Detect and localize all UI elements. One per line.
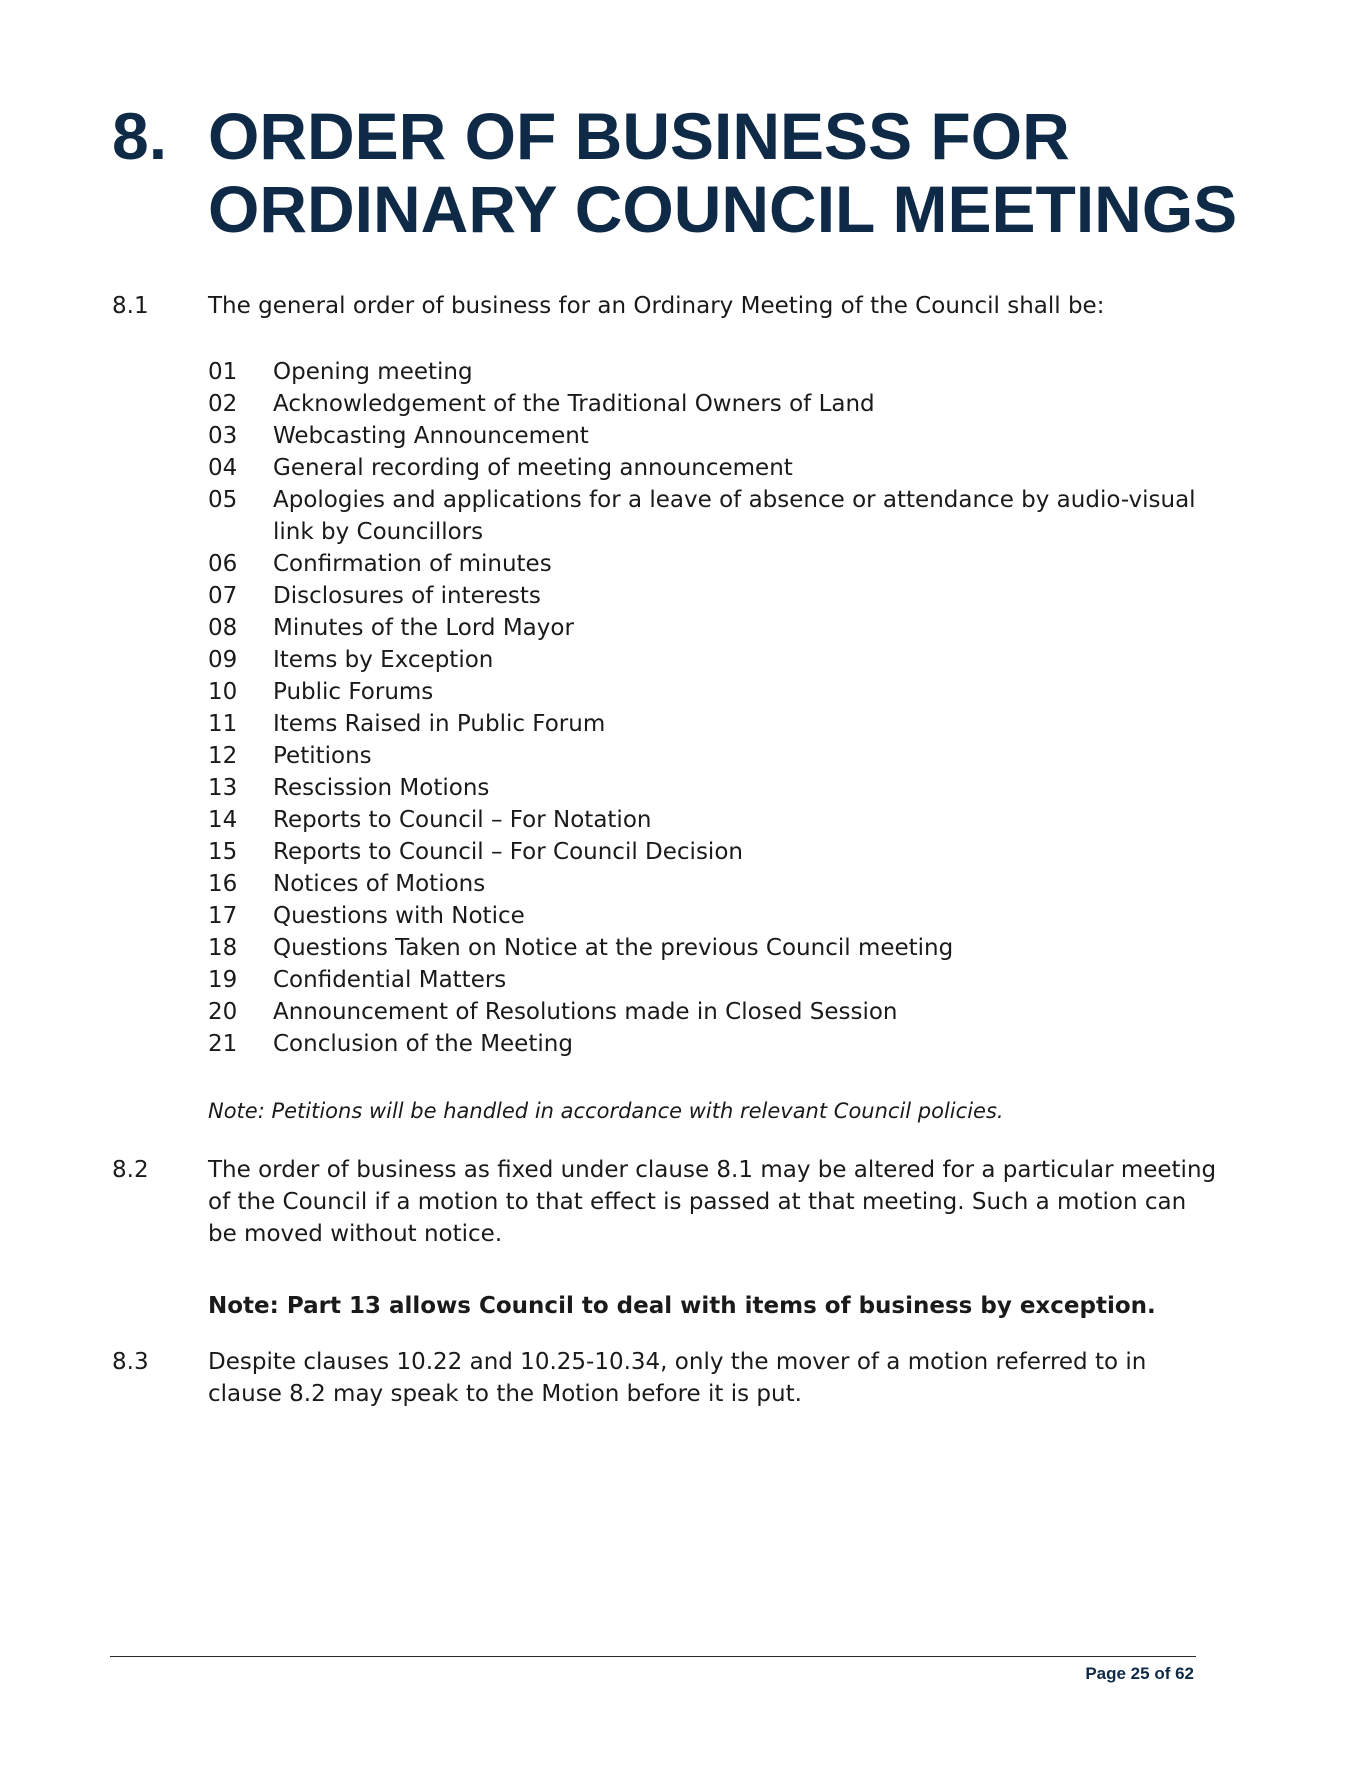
list-item [208, 708, 1218, 740]
list-item [208, 772, 1218, 804]
list-item [208, 932, 1218, 964]
list-item-text: Rescission Motions [273, 775, 490, 801]
clause-number: 8.2 [112, 1157, 149, 1183]
list-item-text: Reports to Council – For Council Decision [273, 839, 743, 865]
list-item-number: 16 [208, 871, 238, 897]
list-item-text: Disclosures of interests [273, 583, 541, 609]
list-item [208, 676, 1218, 708]
section-number: 8. [112, 99, 168, 173]
list-item-number: 18 [208, 935, 238, 961]
list-item-text: Items Raised in Public Forum [273, 711, 606, 737]
list-item-text: General recording of meeting announcement [273, 455, 793, 481]
list-item [208, 388, 1218, 420]
list-item-number: 15 [208, 839, 238, 865]
list-item-text: Announcement of Resolutions made in Closed Session [273, 999, 898, 1025]
list-item [208, 964, 1218, 996]
list-item-text: Conclusion of the Meeting [273, 1031, 573, 1057]
list-item-text: Webcasting Announcement [273, 423, 589, 449]
list-item-text: Reports to Council – For Notation [273, 807, 652, 833]
list-item-number: 21 [208, 1031, 238, 1057]
list-item-text: Confirmation of minutes [273, 551, 552, 577]
list-item [208, 644, 1218, 676]
list-item [208, 836, 1218, 868]
order-of-business-list [208, 356, 1218, 1060]
list-item-number: 04 [208, 455, 238, 481]
list-item-number: 17 [208, 903, 238, 929]
list-item [208, 420, 1218, 452]
list-item-number: 19 [208, 967, 238, 993]
list-item-text: Public Forums [273, 679, 434, 705]
list-item-number: 20 [208, 999, 238, 1025]
section-title [208, 100, 1308, 246]
list-item-number: 09 [208, 647, 238, 673]
clause-text: The general order of business for an Ordinary Meeting of the Council shall be: [208, 293, 1105, 319]
clause-number: 8.1 [112, 293, 149, 319]
list-item [208, 452, 1218, 484]
list-item [208, 1028, 1218, 1060]
list-item-text: Acknowledgement of the Traditional Owners of Land [273, 391, 875, 417]
list-item-number: 01 [208, 359, 238, 385]
list-item [208, 868, 1218, 900]
list-item-text: Items by Exception [273, 647, 494, 673]
part13-note: Note: Part 13 allows Council to deal with items of business by exception. [208, 1293, 1156, 1319]
list-item [208, 740, 1218, 772]
list-item-number: 08 [208, 615, 238, 641]
list-item-text: Petitions [273, 743, 372, 769]
footer-divider [110, 1656, 1196, 1657]
clause-text: Despite clauses 10.22 and 10.25-10.34, only the mover of a motion referred to in clause 8.2 may speak to the Motion before it is put. [208, 1349, 1147, 1407]
list-item-text: Questions Taken on Notice at the previous Council meeting [273, 935, 954, 961]
list-item-number: 05 [208, 487, 238, 513]
section-title-line-2: ORDINARY COUNCIL MEETINGS [208, 172, 1238, 246]
list-item [208, 484, 1218, 548]
list-item-number: 14 [208, 807, 238, 833]
page-number: Page 25 of 62 [1085, 1664, 1194, 1683]
list-item [208, 804, 1218, 836]
list-item-number: 03 [208, 423, 238, 449]
list-item [208, 580, 1218, 612]
list-item-number: 10 [208, 679, 238, 705]
list-item [208, 996, 1218, 1028]
list-item-text: Apologies and applications for a leave of absence or attendance by audio-visual link by Councillors [273, 487, 1196, 545]
list-item-number: 06 [208, 551, 238, 577]
list-item [208, 548, 1218, 580]
list-item [208, 612, 1218, 644]
list-item-number: 12 [208, 743, 238, 769]
clause-number: 8.3 [112, 1349, 149, 1375]
petitions-note: Note: Petitions will be handled in accordance with relevant Council policies. [208, 1099, 1004, 1123]
list-item-text: Opening meeting [273, 359, 473, 385]
list-item [208, 900, 1218, 932]
list-item-text: Minutes of the Lord Mayor [273, 615, 574, 641]
list-item-number: 11 [208, 711, 238, 737]
list-item-text: Notices of Motions [273, 871, 486, 897]
list-item [208, 356, 1218, 388]
list-item-text: Confidential Matters [273, 967, 507, 993]
section-title-line-1: ORDER OF BUSINESS FOR [208, 99, 1070, 173]
list-item-number: 13 [208, 775, 238, 801]
list-item-text: Questions with Notice [273, 903, 525, 929]
list-item-number: 02 [208, 391, 238, 417]
clause-text: The order of business as fixed under clause 8.1 may be altered for a particular meeting of the Council if a motion to that effect is passed at that meeting. Such a motion can be moved without notice. [208, 1157, 1217, 1247]
list-item-number: 07 [208, 583, 238, 609]
